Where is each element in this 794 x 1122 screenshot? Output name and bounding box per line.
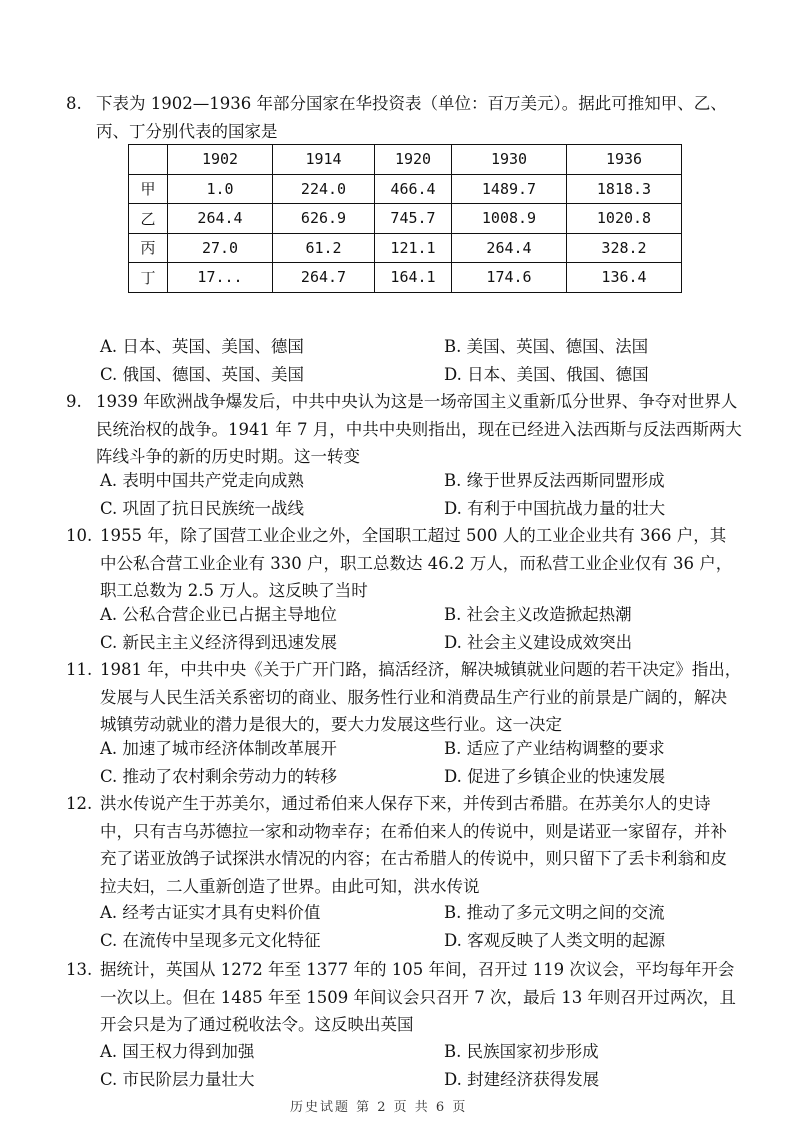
question-9-options [100, 467, 740, 522]
table-row [129, 263, 682, 293]
option-b[interactable]: B. 推动了多元文明之间的交流 [444, 903, 665, 922]
table-cell: 328.2 [567, 233, 682, 263]
table-cell: 264.7 [273, 263, 375, 293]
question-stem: 1955 年，除了国营工业企业之外，全国职工超过 500 人的工业企业共有 366 户，其中公私合营工业企业有 330 户，职工总数达 46.2 万人，而私营工业企业仅有 36 户，职工总数为 2.5 万人。这反映了当时 [100, 526, 733, 600]
option-b[interactable]: B. 社会主义改造掀起热潮 [444, 605, 632, 624]
table-cell: 1.0 [168, 174, 273, 204]
table-cell: 626.9 [273, 204, 375, 234]
option-a[interactable]: A. 表明中国共产党走向成熟 [100, 471, 304, 490]
table-header-cell: 1902 [168, 145, 273, 175]
option-a[interactable]: A. 公私合营企业已占据主导地位 [100, 605, 337, 624]
table-cell: 1020.8 [567, 204, 682, 234]
table-cell: 466.4 [375, 174, 452, 204]
table-cell: 264.4 [168, 204, 273, 234]
question-8-options [100, 333, 740, 388]
table-cell: 27.0 [168, 233, 273, 263]
question-number: 8. [66, 94, 82, 113]
table-cell: 1008.9 [452, 204, 567, 234]
question-stem: 下表为 1902—1936 年部分国家在华投资表（单位：百万美元）。据此可推知甲、乙、丙、丁分别代表的国家是 [96, 94, 727, 141]
table-cell: 174.6 [452, 263, 567, 293]
table-row [129, 233, 682, 263]
question-stem: 1939 年欧洲战争爆发后，中共中央认为这是一场帝国主义重新瓜分世界、争夺对世界人民统治权的战争。1941 年 7 月，中共中央则指出，现在已经进入法西斯与反法西斯两大阵线斗争的新的历史时期。这一转变 [96, 392, 742, 466]
option-a[interactable]: A. 经考古证实才具有史料价值 [100, 903, 321, 922]
table-cell: 164.1 [375, 263, 452, 293]
question-9 [66, 388, 742, 471]
option-a[interactable]: A. 日本、英国、美国、德国 [100, 337, 304, 356]
option-d[interactable]: D. 社会主义建设成效突出 [444, 632, 633, 652]
table-cell: 61.2 [273, 233, 375, 263]
table-header-cell: 1920 [375, 145, 452, 175]
question-11-options [100, 735, 740, 790]
question-number: 10. [66, 526, 93, 545]
option-c[interactable]: C. 俄国、德国、英国、美国 [100, 364, 305, 384]
option-d[interactable]: D. 日本、美国、俄国、德国 [444, 364, 649, 384]
table-cell: 丁 [129, 263, 168, 293]
table-header-cell: 1930 [452, 145, 567, 175]
question-number: 11. [66, 660, 93, 679]
question-10 [66, 522, 742, 605]
table-header-cell: 1936 [567, 145, 682, 175]
option-c[interactable]: C. 在流传中呈现多元文化特征 [100, 930, 321, 950]
option-b[interactable]: B. 适应了产业结构调整的要求 [444, 739, 665, 758]
option-a[interactable]: A. 国王权力得到加强 [100, 1042, 255, 1061]
question-12-options [100, 899, 740, 954]
table-row [129, 204, 682, 234]
option-c[interactable]: C. 巩固了抗日民族统一战线 [100, 498, 305, 518]
question-8 [66, 90, 742, 145]
option-a[interactable]: A. 加速了城市经济体制改革展开 [100, 739, 337, 758]
question-number: 12. [66, 794, 93, 813]
table-cell: 121.1 [375, 233, 452, 263]
option-d[interactable]: D. 封建经济获得发展 [444, 1069, 600, 1089]
table-cell: 136.4 [567, 263, 682, 293]
table-cell: 264.4 [452, 233, 567, 263]
question-10-options [100, 601, 740, 656]
question-number: 9. [66, 392, 82, 411]
question-number: 13. [66, 960, 93, 979]
table-row [129, 174, 682, 204]
table-cell: 224.0 [273, 174, 375, 204]
question-stem: 1981 年，中共中央《关于广开门路，搞活经济，解决城镇就业问题的若干决定》指出，发展与人民生活关系密切的商业、服务性行业和消费品生产行业的前景是广阔的，解决城镇劳动就业的潜力是很大的，要大力发展这些行业。这一决定 [100, 660, 742, 734]
table-cell: 1489.7 [452, 174, 567, 204]
question-13-options [100, 1038, 740, 1093]
table-header-cell [129, 145, 168, 175]
option-d[interactable]: D. 促进了乡镇企业的快速发展 [444, 766, 666, 786]
option-b[interactable]: B. 民族国家初步形成 [444, 1042, 599, 1061]
question-11 [66, 656, 742, 739]
question-stem: 据统计，英国从 1272 年至 1377 年的 105 年间，召开过 119 次议会，平均每年开会一次以上。但在 1485 年至 1509 年间议会只召开 7 次，最后 13 年则召开过两次，且开会只是为了通过税收法令。这反映出英国 [100, 960, 736, 1034]
table-header-cell: 1914 [273, 145, 375, 175]
investment-table [128, 144, 682, 293]
question-13 [66, 956, 742, 1039]
option-b[interactable]: B. 美国、英国、德国、法国 [444, 337, 649, 356]
page-footer: 历史试题 第 2 页 共 6 页 [290, 1100, 468, 1115]
table-cell: 1818.3 [567, 174, 682, 204]
table-cell: 甲 [129, 174, 168, 204]
option-c[interactable]: C. 市民阶层力量壮大 [100, 1069, 255, 1089]
option-c[interactable]: C. 推动了农村剩余劳动力的转移 [100, 766, 338, 786]
question-stem: 洪水传说产生于苏美尔，通过希伯来人保存下来，并传到古希腊。在苏美尔人的史诗中，只有吉乌苏德拉一家和动物幸存；在希伯来人的传说中，则是诺亚一家留存，并补充了诺亚放鸽子试探洪水情况的内容；在古希腊人的传说中，则只留下了丢卡利翁和皮拉夫妇，二人重新创造了世界。由此可知，洪水传说 [100, 794, 727, 896]
table-header-row [129, 145, 682, 175]
question-12 [66, 790, 742, 900]
option-c[interactable]: C. 新民主主义经济得到迅速发展 [100, 632, 338, 652]
option-d[interactable]: D. 有利于中国抗战力量的壮大 [444, 498, 666, 518]
option-b[interactable]: B. 缘于世界反法西斯同盟形成 [444, 471, 665, 490]
table-cell: 17... [168, 263, 273, 293]
table-cell: 乙 [129, 204, 168, 234]
table-cell: 745.7 [375, 204, 452, 234]
option-d[interactable]: D. 客观反映了人类文明的起源 [444, 930, 666, 950]
table-cell: 丙 [129, 233, 168, 263]
